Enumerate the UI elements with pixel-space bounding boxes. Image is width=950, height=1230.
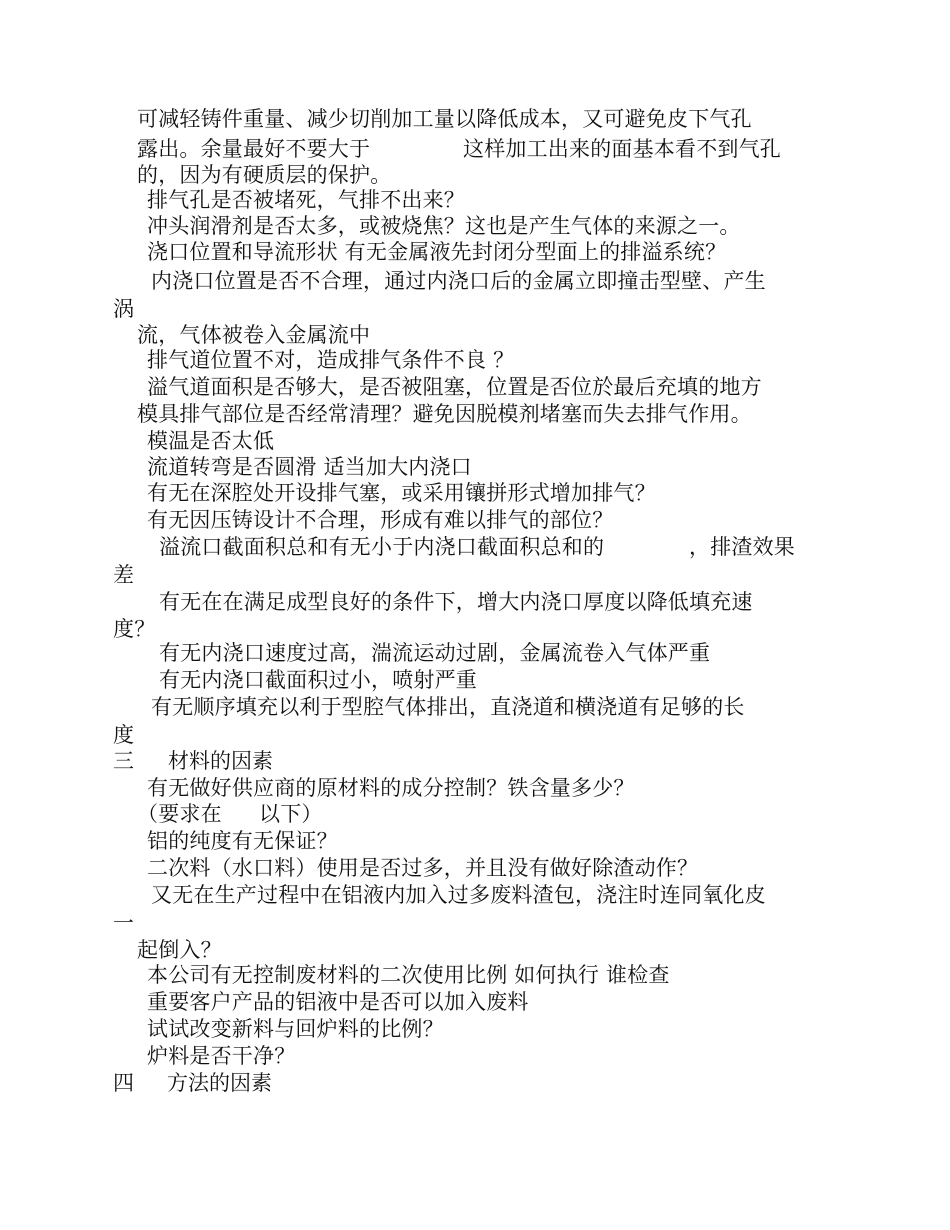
- text-line: 有无顺序填充以利于型腔气体排出，直浇道和横浇道有足够的长: [151, 695, 745, 719]
- text-line: 溢气道面积是否够大，是否被阻塞，位置是否位於最后充填的地方: [147, 375, 762, 399]
- text-segment: 露出。余量最好不要大于: [137, 137, 371, 161]
- text-line: 有无内浇口速度过高，湍流运动过剧，金属流卷入气体严重: [159, 641, 711, 665]
- text-line: 内浇口位置是否不合理，通过内浇口后的金属立即撞击型壁、产生: [151, 269, 766, 293]
- text-line: 有无内浇口截面积过小，喷射严重: [159, 668, 477, 692]
- text-line: 有无因压铸设计不合理，形成有难以排气的部位？: [147, 508, 614, 532]
- text-line: 度？: [113, 617, 156, 641]
- text-line: 试试改变新料与回炉料的比例？: [147, 1017, 444, 1041]
- text-line: 重要客户产品的铝液中是否可以加入废料: [147, 990, 529, 1014]
- text-line: 二次料（水口料）使用是否过多，并且没有做好除渣动作？: [147, 856, 699, 880]
- text-line: 可减轻铸件重量、减少切削加工量以降低成本，又可避免皮下气孔: [137, 107, 752, 131]
- section-number: 三: [113, 749, 134, 773]
- section-title: 方法的因素: [167, 1071, 272, 1095]
- text-line: 有无做好供应商的原材料的成分控制？铁含量多少？: [147, 776, 635, 800]
- text-segment: 以下）: [259, 802, 323, 826]
- text-line: 排气道位置不对，造成排气条件不良 ？: [147, 348, 515, 372]
- text-line: 有无在深腔处开设排气塞，或采用镶拼形式增加排气？: [147, 481, 656, 505]
- text-line: 有无在在满足成型良好的条件下，增大内浇口厚度以降低填充速: [159, 590, 753, 614]
- text-line: 本公司有无控制废材料的二次使用比例 如何执行 谁检查: [147, 963, 670, 987]
- text-line: 差: [113, 563, 135, 587]
- text-line: 流，气体被卷入金属流中: [137, 323, 371, 347]
- text-segment: 溢流口截面积总和有无小于内浇口截面积总和的: [159, 535, 605, 559]
- text-line: 模具排气部位是否经常清理？避免因脱模剂堵塞而失去排气作用。: [137, 402, 752, 426]
- text-line: 流道转弯是否圆滑 适当加大内浇口: [147, 455, 472, 479]
- section-title: 材料的因素: [168, 749, 273, 773]
- text-line: 铝的纯度有无保证？: [147, 829, 338, 853]
- text-line: 的，因为有硬质层的保护。: [137, 163, 392, 187]
- text-line: 排气孔是否被堵死，气排不出来？: [147, 188, 465, 212]
- text-segment: ，排渣效果: [689, 535, 795, 559]
- text-line: 浇口位置和导流形状 有无金属液先封闭分型面上的排溢系统？: [147, 240, 727, 264]
- text-line: 度: [113, 723, 135, 747]
- text-line: 涡: [113, 297, 135, 321]
- text-line: 模温是否太低: [147, 429, 275, 453]
- text-line: 又无在生产过程中在铝液内加入过多废料渣包，浇注时连同氧化皮: [151, 883, 766, 907]
- text-line: 一: [113, 911, 135, 935]
- text-line: 起倒入？: [137, 938, 222, 962]
- text-line: 炉料是否干净？: [147, 1044, 296, 1068]
- text-segment: 这样加工出来的面基本看不到气孔: [463, 137, 781, 161]
- text-segment: （要求在: [137, 802, 222, 826]
- section-number: 四: [113, 1071, 134, 1095]
- text-line: 冲头润滑剂是否太多，或被烧焦？这也是产生气体的来源之一。: [147, 214, 741, 238]
